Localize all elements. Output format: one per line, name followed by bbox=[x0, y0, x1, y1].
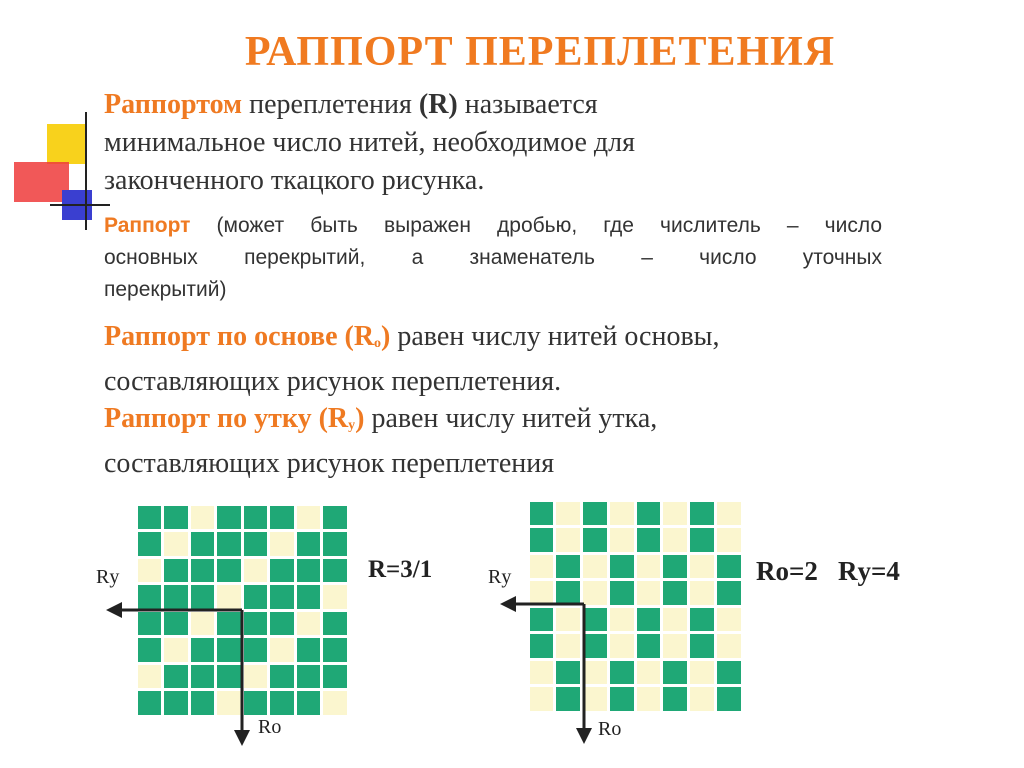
weave-cell bbox=[191, 585, 215, 609]
text-segment: (может быть выражен дробью, где числитель – число bbox=[190, 214, 882, 237]
weave-cell bbox=[637, 634, 661, 658]
weave-cell bbox=[138, 612, 162, 636]
weave-cell bbox=[717, 661, 741, 685]
weave-cell bbox=[191, 532, 215, 556]
weave-cell bbox=[270, 665, 294, 689]
weave-cell bbox=[530, 528, 554, 552]
weave-cell bbox=[556, 608, 580, 632]
weave-cell bbox=[297, 638, 321, 662]
weave-cell bbox=[164, 638, 188, 662]
weave-cell bbox=[297, 559, 321, 583]
weave-cell bbox=[138, 559, 162, 583]
weave-cell bbox=[270, 559, 294, 583]
weave-cell bbox=[297, 532, 321, 556]
weave-cell bbox=[270, 506, 294, 530]
weave-cell bbox=[556, 502, 580, 526]
weave-cell bbox=[663, 687, 687, 711]
text-segment: равен числу нитей основы, bbox=[390, 321, 720, 352]
weave-cell bbox=[690, 687, 714, 711]
weave-cell bbox=[663, 634, 687, 658]
weave-cell bbox=[297, 691, 321, 715]
weave-cell bbox=[244, 638, 268, 662]
weave-cell bbox=[663, 661, 687, 685]
weft-repeat-label-2: Rу bbox=[488, 566, 512, 588]
text-line: минимальное число нитей, необходимое для bbox=[104, 127, 635, 158]
weave-grid-rib bbox=[528, 500, 742, 712]
weave-cell bbox=[717, 608, 741, 632]
weave-cell bbox=[244, 691, 268, 715]
weave-cell bbox=[717, 528, 741, 552]
weave-cell bbox=[217, 638, 241, 662]
weave-cell bbox=[556, 555, 580, 579]
weave-cell bbox=[583, 502, 607, 526]
text-line: составляющих рисунок переплетения. bbox=[104, 366, 562, 397]
formula-warp-repeat: Rо=2 bbox=[756, 556, 818, 586]
weave-cell bbox=[270, 638, 294, 662]
weave-cell bbox=[530, 502, 554, 526]
weave-cell bbox=[191, 665, 215, 689]
weave-cell bbox=[637, 687, 661, 711]
term-rapport: Раппортом bbox=[104, 89, 243, 120]
weave-cell bbox=[217, 612, 241, 636]
paragraph-definition bbox=[104, 86, 894, 200]
paragraph-weft-repeat bbox=[104, 400, 894, 483]
weave-cell bbox=[637, 528, 661, 552]
term-weft-repeat bbox=[104, 403, 364, 434]
weave-cell bbox=[556, 528, 580, 552]
weave-cell bbox=[138, 585, 162, 609]
weave-cell bbox=[217, 559, 241, 583]
weave-cell bbox=[164, 506, 188, 530]
weave-cell bbox=[583, 528, 607, 552]
term-rapport-2: Раппорт bbox=[104, 214, 191, 237]
subscript: у bbox=[348, 418, 356, 433]
paragraph-warp-repeat bbox=[104, 318, 894, 401]
weave-cell bbox=[138, 638, 162, 662]
weave-cell bbox=[583, 661, 607, 685]
text-segment: называется bbox=[457, 89, 598, 120]
weave-cell bbox=[637, 502, 661, 526]
weft-repeat-label-1: Rу bbox=[96, 566, 120, 588]
weave-cell bbox=[556, 581, 580, 605]
page-title: РАППОРТ ПЕРЕПЛЕТЕНИЯ bbox=[244, 29, 836, 75]
weave-cell bbox=[610, 528, 634, 552]
weave-cell bbox=[690, 608, 714, 632]
weave-cell bbox=[637, 581, 661, 605]
weave-cell bbox=[583, 634, 607, 658]
text-line: основных перекрытий, а знаменатель – число уточных bbox=[104, 246, 882, 269]
weave-cell bbox=[637, 555, 661, 579]
weave-cell bbox=[530, 581, 554, 605]
weave-cell bbox=[663, 608, 687, 632]
weave-cell bbox=[610, 608, 634, 632]
weave-cell bbox=[270, 691, 294, 715]
weave-cell bbox=[717, 502, 741, 526]
weave-cell bbox=[297, 612, 321, 636]
weave-cell bbox=[191, 691, 215, 715]
weave-cell bbox=[297, 585, 321, 609]
term-text: Раппорт по утку (R bbox=[104, 403, 349, 434]
term-close: ) bbox=[381, 321, 391, 352]
subscript: о bbox=[374, 336, 382, 351]
weave-cell bbox=[244, 506, 268, 530]
term-close: ) bbox=[355, 403, 365, 434]
weave-cell bbox=[164, 532, 188, 556]
weave-cell bbox=[690, 528, 714, 552]
term-text: Раппорт по основе (R bbox=[104, 321, 375, 352]
weave-cell bbox=[244, 585, 268, 609]
formula-r-3-1: R=3/1 bbox=[368, 556, 433, 583]
weave-cell bbox=[138, 691, 162, 715]
weave-cell bbox=[690, 581, 714, 605]
weave-cell bbox=[323, 559, 347, 583]
weave-cell bbox=[637, 661, 661, 685]
weave-cell bbox=[610, 687, 634, 711]
weave-cell bbox=[610, 555, 634, 579]
weave-cell bbox=[717, 634, 741, 658]
weave-cell bbox=[323, 691, 347, 715]
weave-cell bbox=[323, 532, 347, 556]
weave-cell bbox=[138, 532, 162, 556]
weave-cell bbox=[323, 585, 347, 609]
symbol-r: (R) bbox=[418, 89, 458, 120]
text-line: составляющих рисунок переплетения bbox=[104, 448, 555, 479]
weave-cell bbox=[164, 585, 188, 609]
weave-cell bbox=[191, 638, 215, 662]
weave-cell bbox=[164, 559, 188, 583]
weave-cell bbox=[583, 581, 607, 605]
weave-cell bbox=[191, 559, 215, 583]
weave-cell bbox=[663, 555, 687, 579]
weave-cell bbox=[583, 555, 607, 579]
weave-cell bbox=[217, 532, 241, 556]
text-segment: переплетения bbox=[242, 89, 419, 120]
weave-cell bbox=[323, 638, 347, 662]
weave-cell bbox=[556, 634, 580, 658]
weave-cell bbox=[270, 612, 294, 636]
weave-cell bbox=[217, 506, 241, 530]
weave-cell bbox=[323, 665, 347, 689]
weave-cell bbox=[717, 555, 741, 579]
paragraph-fraction bbox=[104, 210, 882, 306]
weave-cell bbox=[244, 532, 268, 556]
weave-cell bbox=[583, 608, 607, 632]
weave-cell bbox=[530, 634, 554, 658]
weave-cell bbox=[217, 665, 241, 689]
weave-cell bbox=[217, 585, 241, 609]
weave-cell bbox=[244, 665, 268, 689]
text-line: законченного ткацкого рисунка. bbox=[104, 165, 485, 196]
weave-cell bbox=[690, 555, 714, 579]
term-warp-repeat bbox=[104, 321, 390, 352]
text-line: перекрытий) bbox=[104, 278, 227, 301]
weave-cell bbox=[556, 661, 580, 685]
weave-cell bbox=[217, 691, 241, 715]
weave-cell bbox=[530, 661, 554, 685]
weave-cell bbox=[610, 502, 634, 526]
weave-cell bbox=[191, 506, 215, 530]
warp-repeat-label-2: Rо bbox=[598, 718, 622, 740]
formula-weft-repeat: Rу=4 bbox=[838, 556, 900, 586]
weave-cell bbox=[164, 691, 188, 715]
weave-cell bbox=[690, 502, 714, 526]
weave-grid-twill bbox=[136, 504, 348, 716]
weave-cell bbox=[717, 581, 741, 605]
weave-cell bbox=[530, 555, 554, 579]
weave-cell bbox=[583, 687, 607, 711]
weave-cell bbox=[717, 687, 741, 711]
weave-cell bbox=[530, 608, 554, 632]
weave-cell bbox=[690, 634, 714, 658]
weave-cell bbox=[610, 661, 634, 685]
weave-cell bbox=[690, 661, 714, 685]
text-segment: равен числу нитей утка, bbox=[364, 403, 658, 434]
weave-cell bbox=[164, 665, 188, 689]
weave-cell bbox=[191, 612, 215, 636]
weave-cell bbox=[244, 612, 268, 636]
weave-cell bbox=[244, 559, 268, 583]
weave-cell bbox=[164, 612, 188, 636]
warp-repeat-label-1: Rо bbox=[258, 716, 282, 738]
weave-cell bbox=[663, 528, 687, 552]
weave-cell bbox=[270, 532, 294, 556]
weave-cell bbox=[297, 665, 321, 689]
weave-cell bbox=[663, 581, 687, 605]
weave-cell bbox=[323, 506, 347, 530]
weave-cell bbox=[138, 506, 162, 530]
weave-cell bbox=[556, 687, 580, 711]
weave-cell bbox=[323, 612, 347, 636]
weave-cell bbox=[270, 585, 294, 609]
weave-cell bbox=[530, 687, 554, 711]
weave-cell bbox=[297, 506, 321, 530]
weave-cell bbox=[663, 502, 687, 526]
weave-cell bbox=[610, 634, 634, 658]
weave-cell bbox=[138, 665, 162, 689]
weave-cell bbox=[637, 608, 661, 632]
weave-cell bbox=[610, 581, 634, 605]
